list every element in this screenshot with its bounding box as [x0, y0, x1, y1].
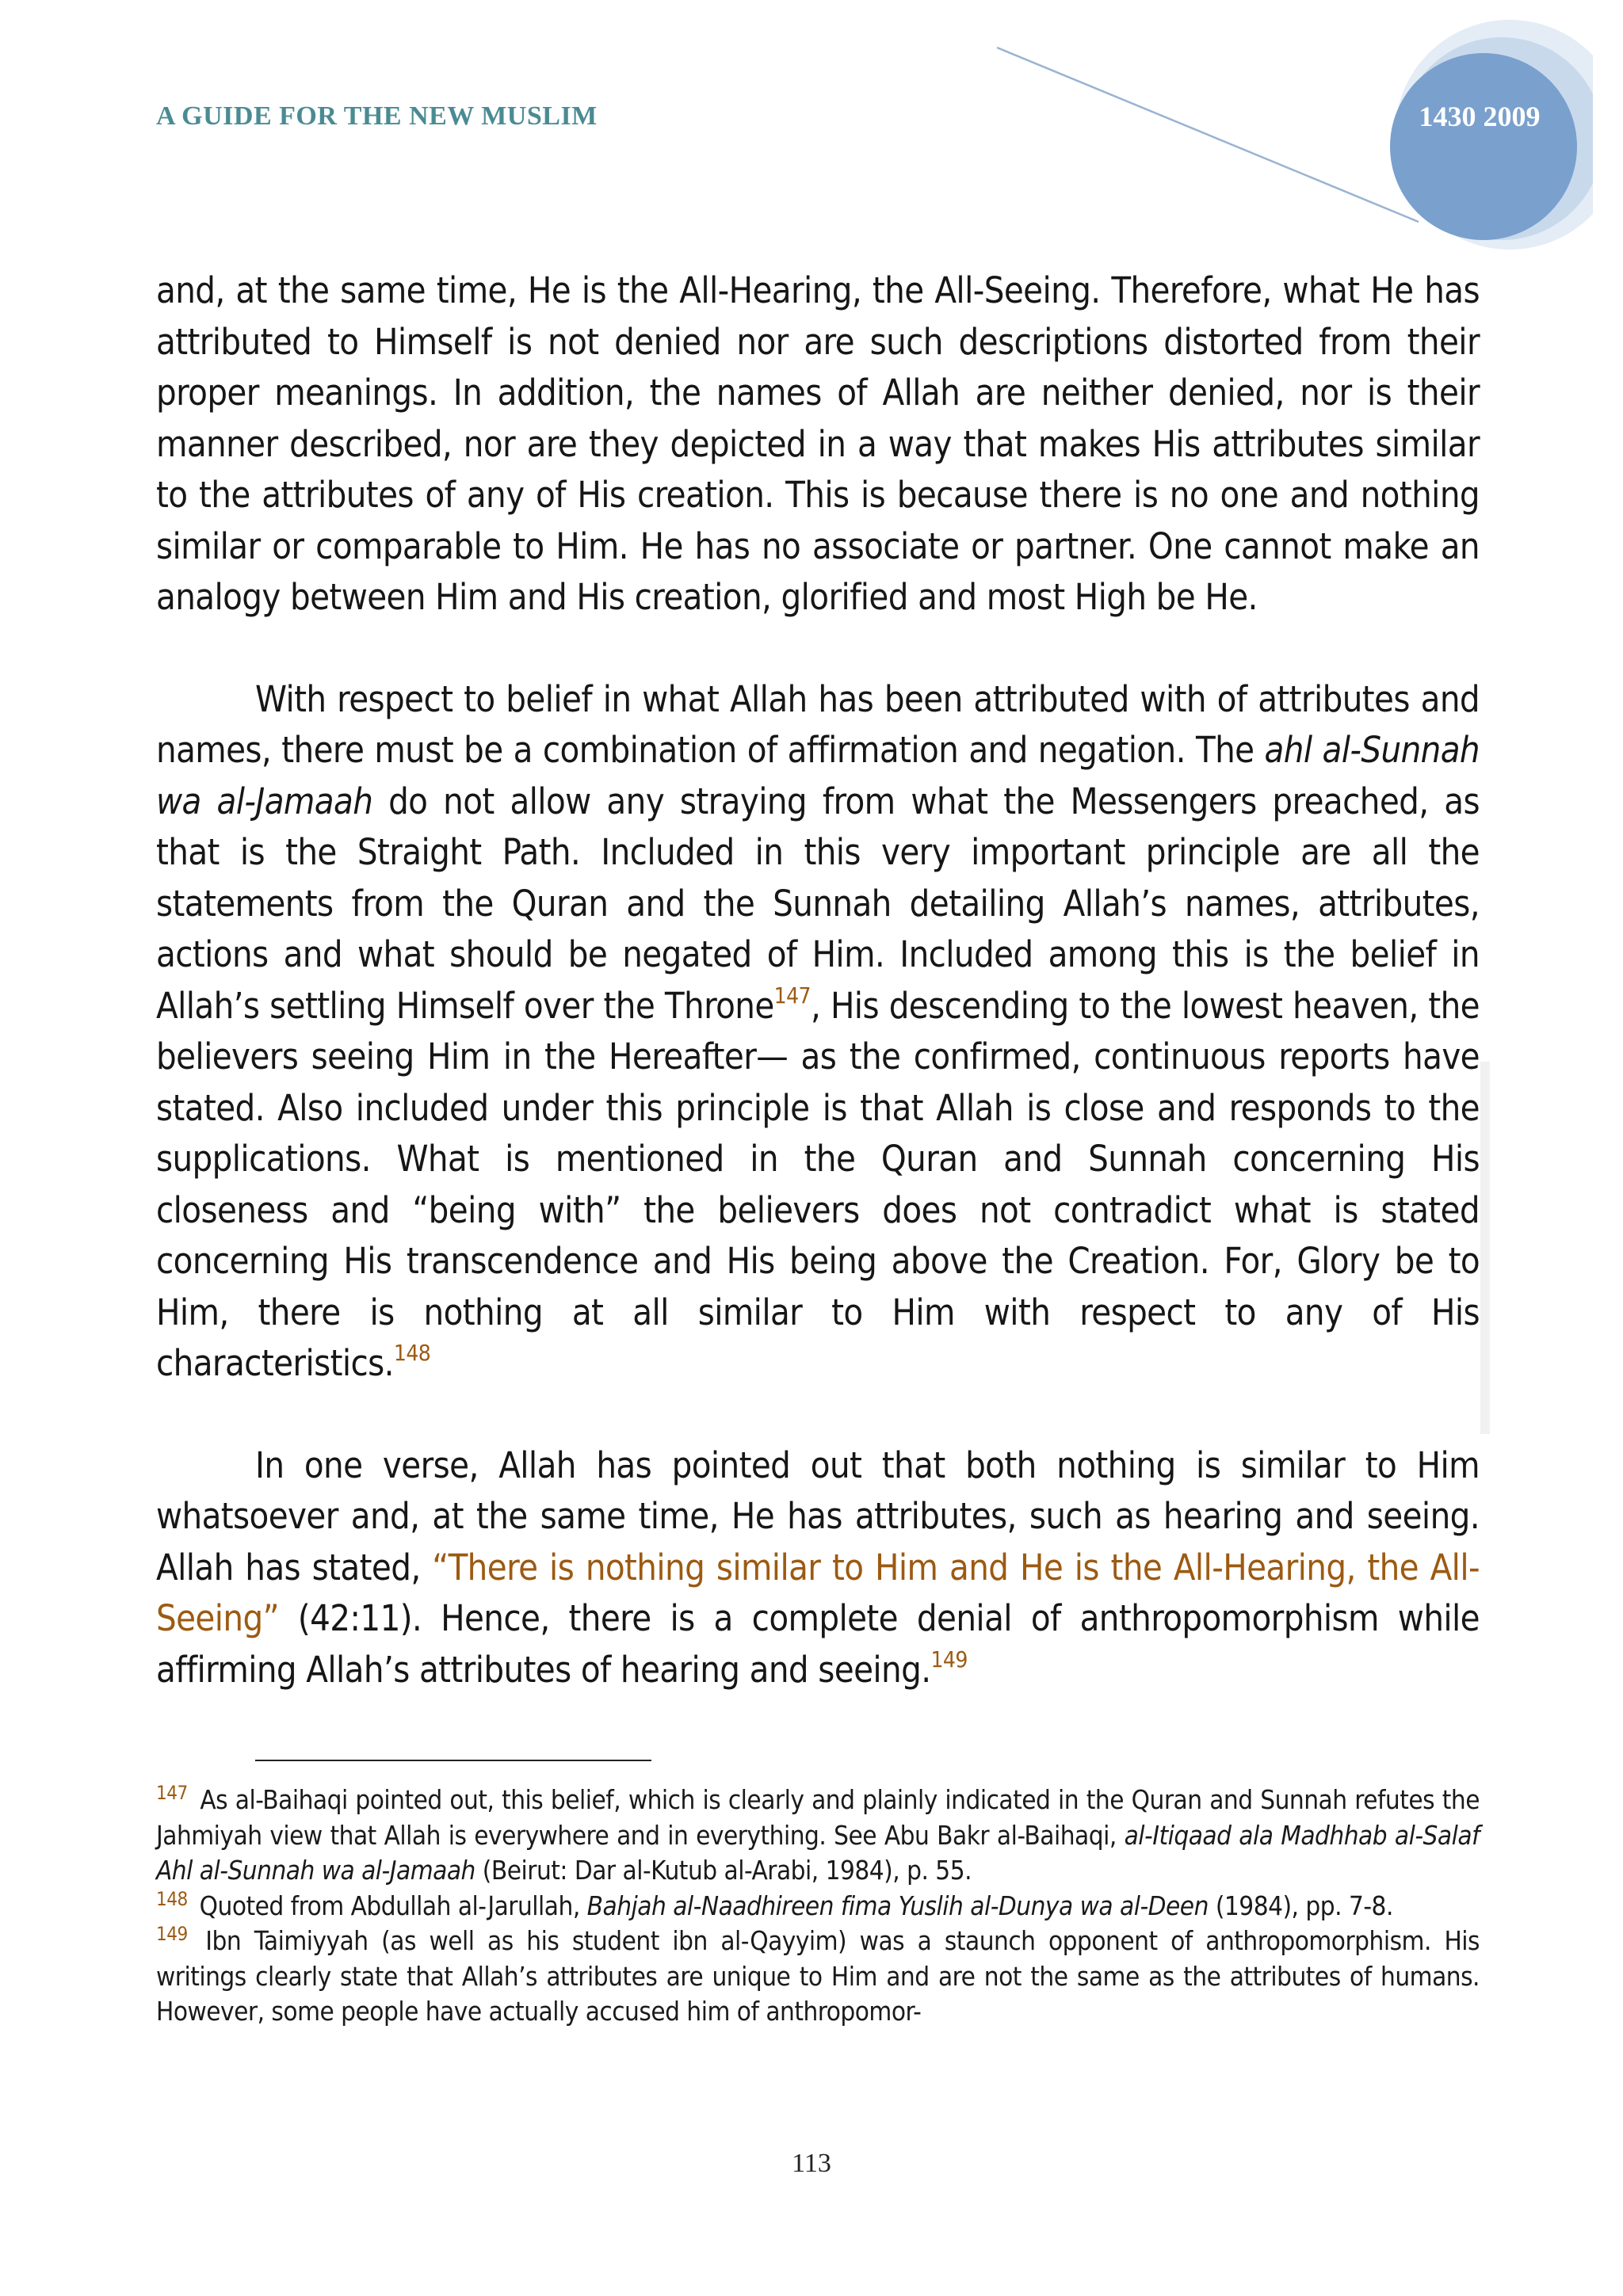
- paragraph-3-text-b: (42:11). Hence, there is a complete denial of anthropomorphism while affirming Allah’s attributes of hearing and seeing.: [156, 1597, 1480, 1691]
- footnote-149: [156, 1924, 1480, 2030]
- paragraph-2-text-a: With respect to belief in what Allah has been attributed with of attributes and names, there must be a combination of affirmation and negation. The: [156, 677, 1480, 771]
- margin-shading: [1480, 1062, 1490, 1434]
- footnote-ref-147[interactable]: 147: [773, 982, 811, 1009]
- header-circle: [1390, 53, 1577, 240]
- footnotes: [156, 1783, 1480, 2030]
- paragraph-2-text-c: , His descending to the lowest heaven, the believers seeing Him in the Hereafter— as the confirmed, continuous reports have stated. Also included under this principle is that Allah is close and responds to the supplications. What is mentioned in the Quran and Sunnah concerning His closeness and “being with” the believers does not contradict what is stated concerning His transcendence and His being above the Creation. For, Glory be to Him, there is nothing at all similar to Him with respect to any of His characteristics.: [156, 984, 1480, 1384]
- footnote-147: [156, 1783, 1480, 1889]
- footnote-number-149: 149: [156, 1923, 188, 1945]
- header-diagonal-line: [997, 48, 1419, 222]
- main-text: [156, 265, 1480, 1695]
- header-title: A GUIDE FOR THE NEW MUSLIM: [156, 101, 598, 131]
- quran-quote: “There is nothing similar to Him and He is the All-Hearing, the All-Seeing”: [156, 1546, 1480, 1639]
- footnote-ref-148[interactable]: 148: [393, 1340, 431, 1366]
- paragraph-gap: [156, 624, 1480, 674]
- paragraph-3: [156, 1440, 1480, 1696]
- page-number: 113: [792, 2149, 831, 2178]
- paragraph-3-text-a: In one verse, Allah has pointed out that both nothing is similar to Him whatsoever and, at the same time, He has attributes, such as hearing and seeing. Allah has stated,: [156, 1444, 1480, 1589]
- footnote-148: [156, 1889, 1480, 1924]
- footnote-ref-149[interactable]: 149: [930, 1646, 968, 1672]
- footnote-149-text: Ibn Taimiyyah (as well as his student ibn al-Qayyim) was a staunch opponent of anthropomorphism. His writings clearly state that Allah’s attributes are unique to Him and are not the same as the attributes of humans. However, some people have actually accused him of anthropomor-: [156, 1925, 1480, 2027]
- paragraph-1: and, at the same time, He is the All-Hearing, the All-Seeing. Therefore, what He has attributed to Himself is not denied nor are such descriptions distorted from their proper meanings. In addition, the names of Allah are neither denied, nor is their manner described, nor are they depicted in a way that makes His attributes similar to the attributes of any of His creation. This is because there is no one and nothing similar or comparable to Him. He has no associate or partner. One cannot make an analogy between Him and His creation, glorified and most High be He.: [156, 269, 1480, 618]
- paragraph-2: [156, 674, 1480, 1390]
- header-edge-mask: [1593, 0, 1623, 269]
- footnote-number-148: 148: [156, 1887, 188, 1910]
- footnote-148-text-b: (1984), pp. 7-8.: [1208, 1890, 1393, 1921]
- header-year: 1430 2009: [1419, 101, 1541, 132]
- footnote-148-title: Bahjah al-Naadhireen fima Yuslih al-Dunya wa al-Deen: [586, 1890, 1209, 1921]
- paragraph-gap: [156, 1390, 1480, 1440]
- footnote-148-text-a: Quoted from Abdullah al-Jarullah,: [192, 1890, 587, 1921]
- paragraph-2-italic-term: ahl al-Sunnah wa al-Jamaah: [156, 729, 1480, 822]
- footnote-147-text-a: As al-Baihaqi pointed out, this belief, which is clearly and plainly indicated in the Quran and Sunnah refutes the Jahmiyah view that Allah is everywhere and in everything. See Abu Bakr al-Baihaqi,: [156, 1784, 1480, 1851]
- paragraph-2-text-b: do not allow any straying from what the Messengers preached, as that is the Straight Path. Included in this very important principle are all the statements from the Quran and the Sunnah detailing Allah’s names, attributes, actions and what should be negated of Him. Included among this is the belief in Allah’s settling Himself over the Throne: [156, 780, 1480, 1027]
- footnote-number-147: 147: [156, 1782, 188, 1804]
- footnote-147-title: al-Itiqaad ala Madhhab al-Salaf Ahl al-Sunnah wa al-Jamaah: [156, 1819, 1480, 1886]
- header-decoration: [0, 0, 1623, 269]
- footnote-separator: [255, 1760, 651, 1761]
- footnote-147-text-b: (Beirut: Dar al-Kutub al-Arabi, 1984), p. 55.: [475, 1855, 972, 1886]
